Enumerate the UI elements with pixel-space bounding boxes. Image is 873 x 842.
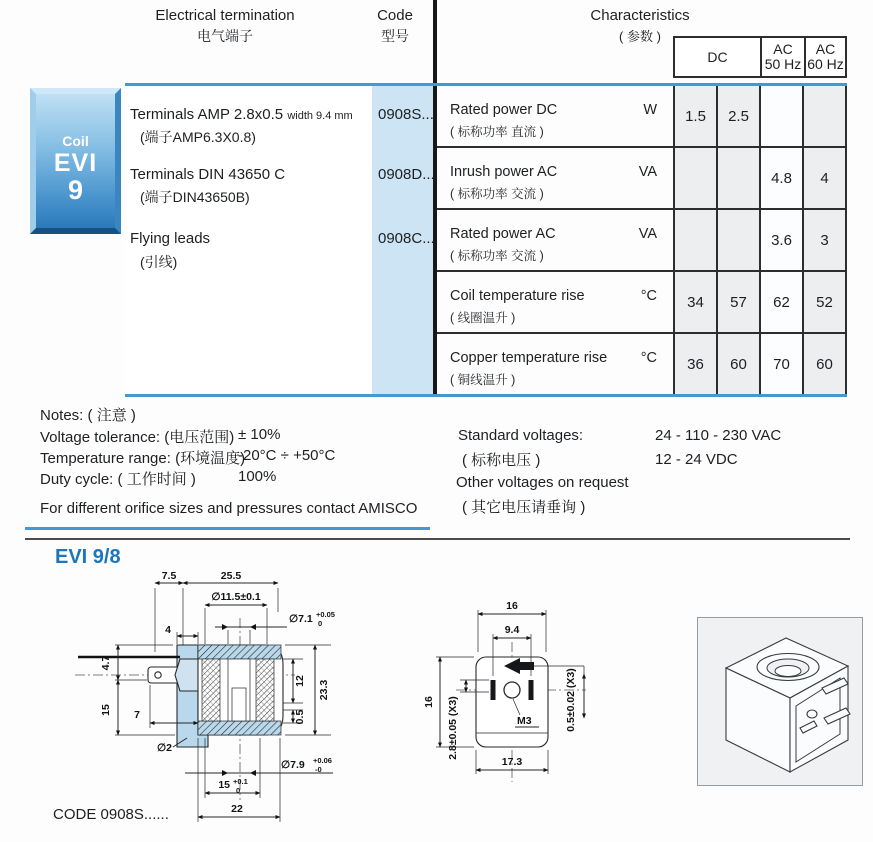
stem-hole — [155, 672, 161, 678]
row-coil-temp-rise — [437, 272, 845, 334]
table-bottom-border — [125, 394, 847, 397]
column-header-ac50-line1: AC — [773, 41, 793, 57]
note-footer: For different orifice sizes and pressures contact AMISCO — [40, 500, 418, 517]
dim-left-height: 16 — [423, 696, 435, 708]
characteristic-unit: °C — [640, 350, 657, 366]
termination-amp-label-zh: (端子AMP6.3X0.8) — [140, 129, 256, 145]
value-ac60: 4 — [802, 148, 845, 208]
note-duty-cycle — [40, 468, 470, 489]
note-label-zh: (电压范围) — [164, 429, 235, 446]
value-ac50: 4.8 — [759, 148, 802, 208]
top-view-drawing — [410, 588, 680, 818]
termination-din-label-zh: (端子DIN43650B) — [140, 189, 250, 205]
header-code-en: Code — [377, 7, 413, 24]
notes-title — [40, 404, 136, 425]
dim-pin-height: 4.7 — [100, 655, 112, 671]
code-leads: 0908C... — [378, 230, 435, 247]
header-electrical-en: Electrical termination — [155, 7, 295, 24]
header-code-zh: 型号 — [381, 28, 409, 44]
characteristic-name: Rated power AC — [450, 226, 556, 242]
dim-pin-length: 7 — [134, 709, 140, 721]
column-header-ac50-line2: 50 Hz — [764, 56, 802, 72]
winding-left — [202, 659, 220, 721]
dim-top-bore-tol-hi: +0.05 — [316, 610, 335, 619]
characteristic-name-zh: ( 标称功率 直流 ) — [450, 125, 544, 139]
dim-body-height-left: 15 — [100, 704, 112, 716]
value-dc2: 57 — [716, 272, 759, 332]
note-label-zh: (环境温度) — [175, 450, 246, 467]
dim-slot-thickness: 0.5±0.02 (X3) — [565, 668, 577, 732]
header-electrical-termination — [125, 5, 325, 47]
value-ac60 — [802, 86, 845, 146]
row-rated-power-dc — [437, 86, 845, 148]
note-label: Duty cycle: — [40, 471, 114, 488]
termination-row-din — [130, 166, 285, 183]
characteristic-name: Inrush power AC — [450, 164, 558, 180]
code-amp: 0908S... — [378, 106, 434, 123]
badge-model-label: EVI — [53, 149, 98, 177]
badge-size-label: 9 — [67, 175, 84, 205]
notes-title-en: Notes: — [40, 407, 84, 424]
value-ac50 — [759, 86, 802, 146]
dim-inner-tol-hi: +0.1 — [233, 777, 248, 786]
center-thread-hole — [504, 682, 520, 698]
column-header-dc — [673, 36, 762, 78]
terminal-right — [529, 680, 534, 700]
value-ac50: 70 — [759, 334, 802, 394]
thread-label: M3 — [517, 715, 532, 727]
value-ac60: 3 — [802, 210, 845, 270]
header-code — [355, 5, 435, 47]
coil-3d-illustration-box — [697, 617, 863, 786]
note-label: Voltage tolerance: — [40, 429, 161, 446]
dim-bore-tol-lo: -0 — [315, 765, 322, 774]
iso-pilot-hole — [807, 710, 817, 718]
dim-bottom-width: 17.3 — [501, 756, 523, 768]
dim-total-width: 22 — [231, 803, 243, 815]
plunger — [232, 688, 246, 721]
column-header-ac50 — [760, 36, 806, 78]
dim-gap: 0.5 — [294, 709, 306, 725]
characteristic-name-zh: ( 标称功率 交流 ) — [450, 187, 544, 201]
dim-bore-tol-hi: +0.06 — [313, 756, 332, 765]
column-header-ac60-line2: 60 Hz — [807, 56, 844, 72]
dim-inner-width: 15 — [218, 779, 230, 791]
note-label-zh: ( 工作时间 ) — [117, 471, 196, 488]
characteristic-name-zh: ( 线圈温升 ) — [450, 311, 516, 325]
notes-title-zh: ( 注意 ) — [87, 407, 136, 424]
value-dc1: 1.5 — [673, 86, 716, 146]
note-value: 100% — [238, 468, 277, 485]
section-dark-divider — [25, 538, 850, 540]
code-din: 0908D... — [378, 166, 435, 183]
dim-top-bore-diameter: ∅7.1 — [289, 613, 313, 625]
column-header-ac60-line1: AC — [815, 41, 836, 57]
dim-total-height: 23.3 — [318, 679, 330, 701]
characteristic-unit: °C — [640, 288, 657, 304]
row-rated-power-ac — [437, 210, 845, 272]
header-characteristics-en: Characteristics — [590, 7, 690, 24]
characteristic-name: Rated power DC — [450, 102, 558, 118]
value-dc2 — [716, 148, 759, 208]
column-header-dc-label: DC — [707, 48, 728, 65]
termination-leads-label-zh: (引线) — [140, 254, 178, 270]
winding-right — [256, 659, 274, 721]
terminal-left — [491, 680, 496, 700]
value-dc1: 34 — [673, 272, 716, 332]
termination-amp-label: Terminals AMP 2.8x0.5 — [130, 106, 284, 123]
standard-voltages-vdc: 12 - 24 VDC — [655, 451, 738, 468]
value-ac60: 52 — [802, 272, 845, 332]
dim-top-width: 16 — [506, 600, 518, 612]
dim-upper-height: 12 — [294, 675, 306, 687]
characteristic-unit: VA — [638, 164, 657, 180]
value-dc1 — [673, 148, 716, 208]
standard-voltages-label: Standard voltages: — [458, 427, 584, 444]
code-caption: CODE 0908S...... — [53, 806, 169, 823]
dim-top-bore-tol-lo: 0 — [318, 619, 323, 628]
badge-coil-label: Coil — [62, 133, 89, 149]
value-ac50: 3.6 — [759, 210, 802, 270]
header-electrical-zh: 电气端子 — [197, 28, 253, 44]
termination-amp-note: width 9.4 mm — [287, 110, 353, 122]
value-ac50: 62 — [759, 272, 802, 332]
section-title: EVI 9/8 — [55, 546, 121, 568]
standard-voltages-vac: 24 - 110 - 230 VAC — [655, 427, 782, 444]
value-ac60: 60 — [802, 334, 845, 394]
dim-step: 4 — [165, 624, 171, 636]
coil-badge — [30, 88, 121, 234]
dim-bore-diameter: ∅7.9 — [281, 759, 305, 771]
other-voltages-label: Other voltages on request — [456, 474, 629, 491]
bottom-flange-hatch — [198, 721, 281, 735]
dim-inner-tol-lo: 0 — [236, 786, 241, 795]
dim-body-width: 25.5 — [220, 570, 242, 582]
row-copper-temp-rise — [437, 334, 845, 394]
characteristic-unit: VA — [638, 226, 657, 242]
value-dc2: 60 — [716, 334, 759, 394]
dim-bracket-width: 7.5 — [161, 570, 177, 582]
other-voltages-label-zh: ( 其它电压请垂询 ) — [462, 499, 586, 516]
termination-leads-label: Flying leads — [130, 230, 211, 247]
value-dc2: 2.5 — [716, 86, 759, 146]
characteristic-name: Copper temperature rise — [450, 350, 608, 366]
row-inrush-power-ac — [437, 148, 845, 210]
note-value: -20°C ÷ +50°C — [238, 447, 336, 464]
top-flange-hatch — [198, 645, 281, 659]
note-label: Temperature range: — [40, 450, 171, 467]
standard-voltages-label-zh: ( 标称电压 ) — [462, 452, 541, 469]
dim-terminal-thickness: 2.8±0.05 (X3) — [447, 696, 459, 760]
coil-3d-illustration — [698, 618, 862, 785]
column-header-ac60 — [804, 36, 847, 78]
note-temperature-range — [40, 447, 470, 468]
dim-hole-diameter: ∅2 — [157, 742, 172, 754]
dim-pin-spacing: 9.4 — [504, 624, 520, 636]
characteristics-table — [437, 86, 847, 394]
characteristic-name-zh: ( 标称功率 交流 ) — [450, 249, 544, 263]
header-characteristics-zh: ( 参数 ) — [619, 29, 661, 44]
characteristic-unit: W — [643, 102, 657, 118]
termination-row-amp — [130, 106, 353, 123]
iso-hole-inner — [775, 666, 801, 677]
side-view-drawing — [35, 560, 355, 838]
note-voltage-tolerance — [40, 426, 470, 447]
coil-top-outline — [476, 657, 548, 747]
characteristic-name-zh: ( 铜线温升 ) — [450, 373, 516, 387]
value-dc1 — [673, 210, 716, 270]
termination-din-label: Terminals DIN 43650 C — [130, 166, 286, 183]
characteristic-name: Coil temperature rise — [450, 288, 585, 304]
termination-row-leads — [130, 230, 210, 247]
value-dc2 — [716, 210, 759, 270]
dim-flange-diameter: ∅11.5±0.1 — [211, 591, 261, 603]
note-value: ± 10% — [238, 426, 281, 443]
section-blue-divider — [25, 527, 430, 530]
value-dc1: 36 — [673, 334, 716, 394]
